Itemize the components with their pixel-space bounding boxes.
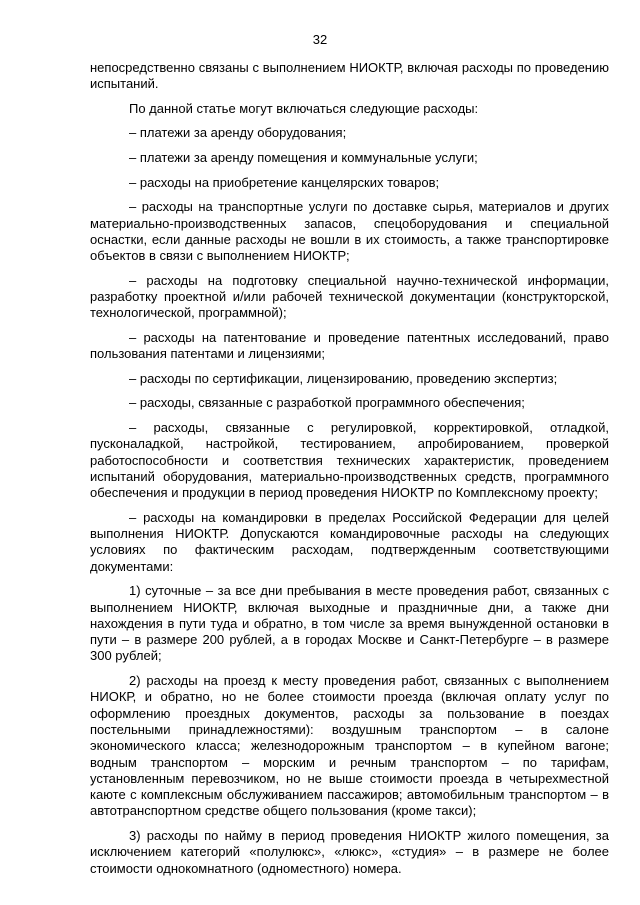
document-body <box>90 60 609 885</box>
list-item-stationery: – расходы на приобретение канцелярских товаров; <box>129 174 440 190</box>
list-item-premises-rent: – платежи за аренду помещения и коммунальные услуги; <box>129 150 478 166</box>
list-item-equipment-rent: – платежи за аренду оборудования; <box>129 125 347 141</box>
numbered-item-accommodation: 3) расходы по найму в период проведения НИОКТР жилого помещения, за исключением категорий «полулюкс», «люкс», «студия» – в размере не более стоимости однокомнатного (одноместного) номера. <box>90 828 609 876</box>
page-number: 32 <box>312 32 328 47</box>
list-item-business-trips: – расходы на командировки в пределах Российской Федерации для целей выполнения НИОКТР. Допускаются командировочные расходы на следующих условиях по фактическим расходам, подтвержденным соответствующими документами: <box>90 509 609 574</box>
list-item-testing: – расходы, связанные с регулировкой, корректировкой, отладкой, пусконаладкой, настройкой, тестированием, апробированием, проверкой работоспособности и соответствия технических характеристик, проведением испытаний оборудования, материально-производственных средств, программного обеспечения и продукции в период проведения НИОКТР по Комплексному проекту; <box>90 420 609 501</box>
list-item-software: – расходы, связанные с разработкой программного обеспечения; <box>129 395 525 411</box>
paragraph-intro: По данной статье могут включаться следующие расходы: <box>129 100 479 116</box>
numbered-item-per-diem: 1) суточные – за все дни пребывания в месте проведения работ, связанных с выполнением НИОКТР, включая выходные и праздничные дни, а также дни нахождения в пути туда и обратно, в том числе за время вынужденной остановки в пути – в размере 200 рублей, а в городах Москве и Санкт-Петербурге – в размере 300 рублей; <box>90 583 609 664</box>
list-item-certification: – расходы по сертификации, лицензированию, проведению экспертиз; <box>129 370 558 386</box>
list-item-patents: – расходы на патентование и проведение патентных исследований, право пользования патентами и лицензиями; <box>90 329 609 362</box>
list-item-transport-services: – расходы на транспортные услуги по доставке сырья, материалов и других материально-производственных запасов, спецоборудования и специальной оснастки, если данные расходы не вошли в их стоимость, а также транспортировке объектов в связи с выполнением НИОКТР; <box>90 199 609 264</box>
numbered-item-travel: 2) расходы на проезд к месту проведения работ, связанных с выполнением НИОКР, и обратно, но не более стоимости проезда (включая оплату услуг по оформлению проездных документов, расходы за пользование в поездах постельными принадлежностями): воздушным транспортом – в салоне экономического класса; железнодорожным транспортом – в купейном вагоне; водным транспортом – морским и речным транспортом – по тарифам, установленным перевозчиком, но не выше стоимости проезда в четырехместной каюте с комплексным обслуживанием пассажиров; автомобильным транспортом – в автотранспортном средстве общего пользования (кроме такси); <box>90 673 609 819</box>
paragraph-continuation: непосредственно связаны с выполнением НИОКТР, включая расходы по проведению испытаний. <box>90 60 609 92</box>
list-item-documentation: – расходы на подготовку специальной научно-технической информации, разработку проектной и/или рабочей технической документации (конструкторской, технологической, программной); <box>90 272 609 321</box>
